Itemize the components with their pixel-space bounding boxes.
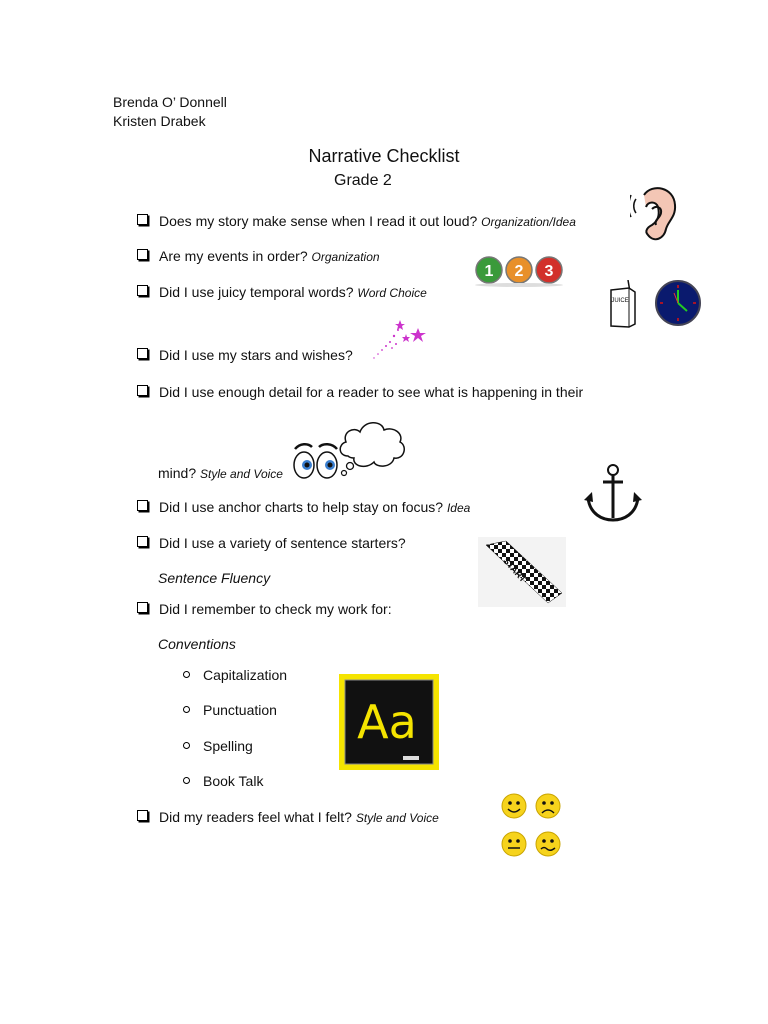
checklist-item: Did I remember to check my work for: <box>137 600 392 618</box>
page-title: Narrative Checklist <box>308 146 460 166</box>
ear-icon <box>630 185 680 243</box>
checkbox-icon <box>137 536 148 547</box>
checklist-item-continuation: mind? Style and Voice <box>158 465 283 481</box>
eyes-icon <box>292 441 340 481</box>
checkbox-icon <box>137 602 148 613</box>
svg-text:START: START <box>501 555 529 585</box>
checkbox-icon <box>137 214 148 225</box>
checklist-item: Did I use anchor charts to help stay on focus? Idea <box>137 498 470 517</box>
svg-text:Aa: Aa <box>357 695 417 749</box>
svg-text:JUICE: JUICE <box>611 298 629 304</box>
anchor-icon <box>584 462 642 526</box>
svg-text:3: 3 <box>544 263 554 280</box>
checkbox-icon <box>137 810 148 821</box>
chalkboard-icon <box>339 674 439 770</box>
checklist-item: Does my story make sense when I read it out loud? Organization/Idea <box>137 212 576 231</box>
clock-icon <box>654 279 702 327</box>
checklist-item: Did I use a variety of sentence starters? <box>137 534 406 552</box>
checklist-item: Did I use enough detail for a reader to see what is happening in their <box>137 383 583 401</box>
checklist-item: Are my events in order? Organization <box>137 247 380 266</box>
checkbox-icon <box>137 348 148 359</box>
start-flag-icon <box>478 537 566 607</box>
sub-list-item: Capitalization <box>183 666 287 684</box>
svg-text:1: 1 <box>484 263 494 280</box>
bullet-circle-icon <box>183 777 190 784</box>
bullet-circle-icon <box>183 671 190 678</box>
sub-list-item: Spelling <box>183 737 253 755</box>
juice-box-icon <box>608 280 638 328</box>
sentence-fluency-tag: Sentence Fluency <box>158 570 271 586</box>
checkbox-icon <box>137 500 148 511</box>
bullet-circle-icon <box>183 706 190 713</box>
sub-list-item: Punctuation <box>183 701 277 719</box>
thought-cloud-icon <box>336 418 410 480</box>
bullet-circle-icon <box>183 742 190 749</box>
number-balls-icon <box>474 255 566 287</box>
svg-text:2: 2 <box>514 263 524 280</box>
author-name: Brenda O’ Donnell <box>113 94 227 110</box>
sub-list-item: Book Talk <box>183 772 263 790</box>
author-name: Kristen Drabek <box>113 113 206 129</box>
checklist-item: Did I use my stars and wishes? <box>137 346 353 364</box>
page-subtitle: Grade 2 <box>334 172 392 189</box>
checkbox-icon <box>137 385 148 396</box>
checkbox-icon <box>137 249 148 260</box>
checklist-item: Did I use juicy temporal words? Word Choice <box>137 283 427 302</box>
conventions-tag: Conventions <box>158 636 236 652</box>
checkbox-icon <box>137 285 148 296</box>
stars-icon <box>368 318 430 362</box>
emotion-faces-icon <box>500 792 564 862</box>
checklist-item: Did my readers feel what I felt? Style and Voice <box>137 808 439 827</box>
